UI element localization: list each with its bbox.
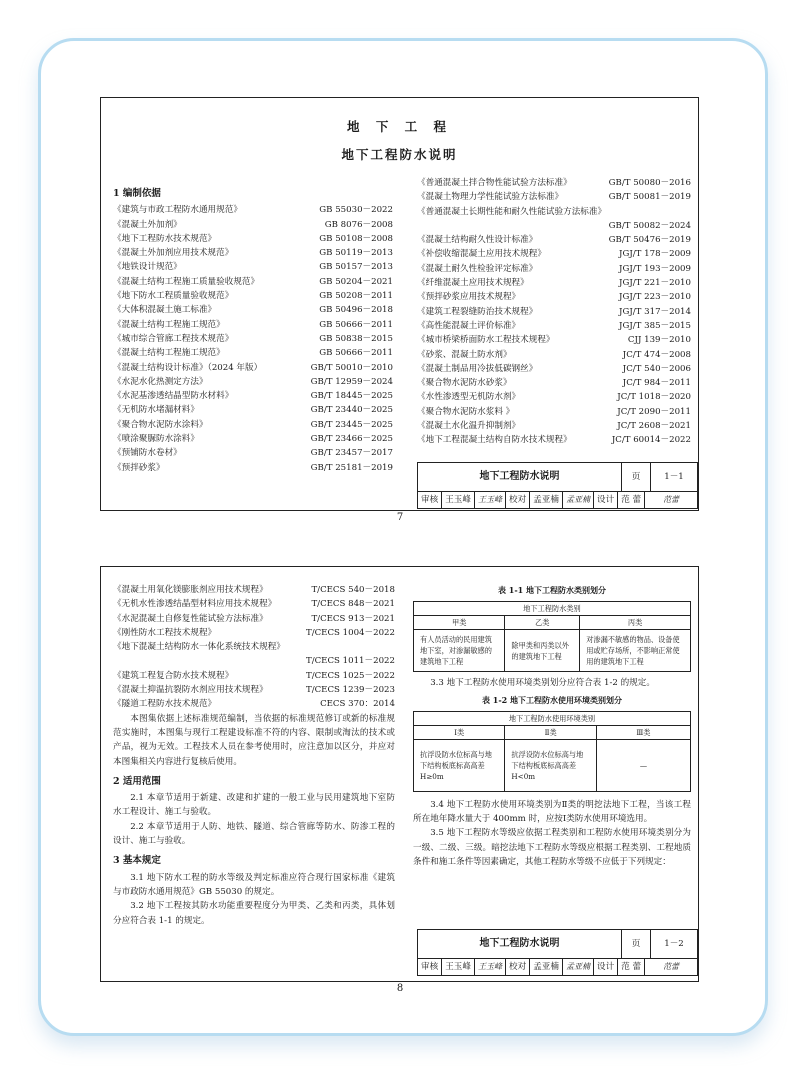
table-1-1 (413, 601, 691, 672)
left-column (113, 184, 393, 475)
table-1-1-cell-c: 对渗漏不敏感的物品、设备使用或贮存场所，不影响正常使用的建筑地下工程 (580, 630, 691, 672)
reference-row (417, 247, 691, 261)
reference-code: JC/T 540－2006 (622, 363, 691, 374)
designer-name: 范 蕾 (618, 492, 645, 508)
table-1-2-caption: 表 1-2 地下工程防水使用环境类别划分 (481, 694, 623, 705)
table-1-2 (413, 711, 691, 792)
reference-row (113, 683, 395, 697)
reference-row (113, 375, 393, 389)
reference-name: 《大体积混凝土施工标准》 (113, 305, 217, 316)
reference-name: 《混凝土制品用冷拔低碳钢丝》 (417, 363, 538, 374)
table-1-2-cell-b: 抗浮设防水位标高与地下结构板底标高高差 H<0m (505, 739, 596, 791)
reference-row (113, 289, 393, 303)
reference-code: JC/T 984－2011 (622, 378, 691, 389)
right-column-2 (413, 581, 691, 869)
checker-name: 孟亚楠 (530, 492, 563, 508)
table-1-1-cell-a: 有人员活动的民用建筑地下室，对渗漏敏感的建筑地下工程 (414, 630, 505, 672)
document-page-1 (100, 97, 699, 511)
reference-name: 《水性渗透型无机防水剂》 (417, 392, 521, 403)
reference-name: 《普通混凝土拌合物性能试验方法标准》 (417, 178, 572, 188)
section-heading-1: 1 编制依据 (113, 188, 161, 199)
reviewer-label: 审核 (418, 492, 442, 508)
reference-code: GB 50119－2013 (319, 248, 393, 259)
reference-name: 《地下工程防水技术规范》 (113, 233, 217, 244)
reference-row (113, 626, 395, 640)
left-column-2 (113, 583, 395, 928)
reference-name: 《混凝土外加剂》 (113, 219, 182, 230)
reference-name: 《无机水性渗透结晶型材料应用技术规程》 (113, 599, 277, 610)
reference-code: GB 50157－2013 (319, 262, 393, 273)
page-title-sub: 地下工程防水说明 (341, 147, 458, 162)
reference-row (113, 203, 393, 217)
reference-list-right (417, 176, 691, 448)
reference-row (113, 232, 393, 246)
reference-code: JGJ/T 221－2010 (619, 278, 691, 289)
reference-name: 《混凝土结构设计标准》（2024 年版） (113, 362, 263, 373)
reference-row (113, 260, 393, 274)
clause-2-1: 2.1 本章节适用于新建、改建和扩建的一般工业与民用建筑地下室防水工程设计、施工与验收。 (113, 793, 395, 818)
table-1-1-header: 地下工程防水类别 (414, 602, 691, 616)
reference-code: GB 50666－2011 (319, 348, 393, 359)
reference-name: 《纤维混凝土应用技术规程》 (417, 278, 529, 289)
reference-name: 《混凝土外加剂应用技术规范》 (113, 248, 234, 259)
reference-row (113, 461, 393, 475)
reference-row (417, 176, 691, 190)
reference-code: GB/T 50082－2024 (608, 220, 691, 231)
reference-name: 《城市桥梁桥面防水工程技术规程》 (417, 335, 555, 346)
table-1-1-caption: 表 1-1 地下工程防水类别划分 (497, 585, 607, 595)
reference-name: 《混凝土结构工程施工规范》 (113, 319, 225, 330)
reference-code: GB 50496－2018 (319, 305, 393, 316)
clause-3-2: 3.2 地下工程按其防水功能重要程度分为甲类、乙类和丙类，具体划分应符合表 1-1 的规定。 (113, 901, 395, 926)
reference-row (113, 418, 393, 432)
reference-code: T/CECS 1239－2023 (305, 685, 395, 696)
reference-name: 《混凝土结构工程施工规范》 (113, 348, 225, 359)
reference-row (113, 583, 395, 597)
reference-name: 《地下工程混凝土结构自防水技术规程》 (417, 435, 572, 446)
reference-name: 《混凝土耐久性检验评定标准》 (417, 263, 538, 274)
reference-name: 《喷涂聚脲防水涂料》 (113, 434, 199, 445)
designer-label: 设计 (594, 492, 618, 508)
reference-code: GB/T 50476－2019 (608, 235, 691, 246)
reference-row (417, 233, 691, 247)
checker-signature: 孟亚楠 (563, 959, 594, 975)
reference-code: GB 50666－2011 (319, 319, 393, 330)
reference-row (417, 319, 691, 333)
reference-code: JGJ/T 223－2010 (619, 292, 691, 303)
page-number-8: 8 (396, 983, 404, 994)
designer-signature: 范蕾 (663, 494, 680, 504)
reference-code: GB/T 25181－2019 (310, 462, 393, 473)
reference-code: T/CECS 913－2021 (311, 613, 395, 624)
right-column (417, 176, 691, 448)
reference-name: 《地下混凝土结构防水一体化系统技术规程》 (113, 642, 285, 653)
reference-row (417, 333, 691, 347)
title-block-page-number: 1－2 (664, 938, 684, 949)
reference-row (113, 432, 393, 446)
reference-row (113, 346, 393, 360)
reference-name: 《混凝土物理力学性能试验方法标准》 (417, 192, 564, 203)
clause-3-3: 3.3 地下工程防水使用环境类别划分应符合表 1-2 的规定。 (430, 678, 655, 689)
reference-row (113, 403, 393, 417)
table-1-1-cell-b: 除甲类和丙类以外的建筑地下工程 (505, 630, 580, 672)
reference-row (113, 669, 395, 683)
reference-code: JGJ/T 178－2009 (619, 249, 691, 260)
designer-name: 范 蕾 (618, 959, 645, 975)
reference-code: CJJ 139－2010 (627, 335, 691, 346)
reference-name: 《建筑工程复合防水技术规程》 (113, 670, 234, 681)
clause-2-2: 2.2 本章节适用于人防、地铁、隧道、综合管廊等防水、防渗工程的设计、施工与验收。 (113, 821, 395, 847)
reference-code: GB 55030－2022 (319, 205, 393, 216)
reference-code: JC/T 474－2008 (622, 349, 691, 360)
reference-name: 《混凝土结构耐久性设计标准》 (417, 235, 538, 246)
reference-name: 《无机防水堵漏材料》 (113, 405, 199, 416)
reference-row (417, 262, 691, 276)
reference-list-left (113, 203, 393, 475)
reference-code: T/CECS 848－2021 (311, 599, 395, 610)
page-title-main: 地 下 工 程 (346, 119, 453, 134)
reference-code: GB 50108－2008 (319, 233, 393, 244)
reference-name: 《普通混凝土长期性能和耐久性能试验方法标准》 (417, 206, 607, 217)
table-1-1-col-a: 甲类 (414, 616, 505, 630)
table-1-2-header: 地下工程防水使用环境类别 (414, 711, 691, 725)
reference-row (417, 190, 691, 204)
reference-row (113, 654, 395, 668)
table-1-2-col-b: Ⅱ类 (505, 725, 596, 739)
reference-code: GB 8076－2008 (324, 219, 393, 230)
table-1-2-col-a: Ⅰ类 (414, 725, 505, 739)
table-1-2-cell-a: 抗浮设防水位标高与地下结构板底标高高差 H≥0m (414, 739, 505, 791)
table-1-1-col-c: 丙类 (580, 616, 691, 630)
reference-code: JC/T 2608－2021 (617, 421, 691, 432)
reference-code: JGJ/T 385－2015 (619, 320, 691, 331)
title-block-title: 地下工程防水说明 (418, 930, 622, 958)
reference-row (417, 390, 691, 404)
reference-code: T/CECS 1011－2022 (305, 656, 395, 667)
reference-row (417, 219, 691, 233)
reference-name: 《建筑与市政工程防水通用规范》 (113, 205, 242, 216)
reference-code: GB 50208－2011 (319, 291, 393, 302)
reference-row (113, 275, 393, 289)
reference-row (417, 405, 691, 419)
reference-code: JC/T 60014－2022 (611, 435, 691, 446)
reference-code: GB/T 50080－2016 (608, 178, 691, 188)
reference-name: 《刚性防水工程技术规程》 (113, 627, 217, 638)
reference-row (113, 597, 395, 611)
reviewer-name: 王玉峰 (442, 492, 475, 508)
reference-row (113, 303, 393, 317)
reference-name: 《聚合物水泥防水浆料 》 (417, 406, 515, 417)
reference-code: JGJ/T 193－2009 (619, 263, 691, 274)
reference-name: 《水泥混凝土自修复性能试验方法标准》 (113, 613, 268, 624)
reviewer-name: 王玉峰 (442, 959, 475, 975)
title-block-2 (417, 929, 698, 976)
reference-code: GB/T 50010－2010 (310, 362, 393, 373)
table-1-2-cell-c: — (596, 739, 690, 791)
reference-name: 《高性能混凝土评价标准》 (417, 320, 521, 331)
reference-name: 《混凝土用氧化镁膨胀剂应用技术规程》 (113, 585, 268, 595)
reference-row (113, 246, 393, 260)
checker-label: 校对 (506, 492, 530, 508)
title-block (417, 462, 698, 509)
section-heading-2: 2 适用范围 (113, 775, 161, 787)
title-block-page-label: 页 (622, 463, 651, 491)
reference-name: 《混凝土水化温升抑制剂》 (417, 421, 521, 432)
section-heading-3: 3 基本规定 (113, 855, 161, 867)
table-1-2-col-c: Ⅲ类 (596, 725, 690, 739)
reference-code: GB/T 50081－2019 (608, 192, 691, 203)
reference-name: 《预铺防水卷材》 (113, 448, 182, 459)
reference-row (113, 318, 393, 332)
reference-code: GB/T 23466－2025 (310, 434, 393, 445)
reference-name: 《预拌砂浆》 (113, 462, 165, 473)
reference-row (417, 290, 691, 304)
clause-3-4: 3.4 地下工程防水使用环境类别为Ⅱ类的明挖法地下工程，当该工程所在地年降水量大于 400mm 时，应按Ⅰ类防水使用环境选用。 (413, 799, 691, 825)
reference-row (113, 389, 393, 403)
reference-row (113, 697, 395, 711)
reviewer-signature: 王玉峰 (475, 492, 506, 508)
reference-name: 《混凝土抑温抗裂防水剂应用技术规程》 (113, 685, 268, 696)
reference-row (113, 612, 395, 626)
reviewer-label: 审核 (418, 959, 442, 975)
reference-name: 《城市综合管廊工程技术规范》 (113, 333, 234, 344)
reference-code: T/CECS 1025－2022 (305, 670, 395, 681)
reference-code: GB/T 23440－2025 (310, 405, 393, 416)
reference-name: 《混凝土结构工程施工质量验收规范》 (113, 276, 260, 287)
designer-signature: 范蕾 (663, 961, 680, 971)
checker-signature: 孟亚楠 (563, 492, 594, 508)
reference-row (417, 276, 691, 290)
reference-code: JGJ/T 317－2014 (619, 306, 691, 317)
reference-name: 《聚合物水泥防水砂浆》 (417, 378, 512, 389)
reference-row (417, 433, 691, 447)
reference-code: CECS 370：2014 (320, 699, 395, 710)
document-page-2 (100, 566, 699, 982)
page-number-7: 7 (396, 512, 404, 523)
reference-code: GB 50204－2021 (319, 276, 393, 287)
table-1-1-col-b: 乙类 (505, 616, 580, 630)
reference-row (113, 332, 393, 346)
reference-name: 《建筑工程裂缝防治技术规程》 (417, 306, 538, 317)
reference-row (113, 361, 393, 375)
reference-code: JC/T 2090－2011 (617, 406, 691, 417)
reference-row (113, 446, 393, 460)
title-block-page-number: 1－1 (664, 471, 684, 482)
reference-code: JC/T 1018－2020 (617, 392, 691, 403)
reference-row (417, 348, 691, 362)
reference-name: 《地下防水工程质量验收规范》 (113, 291, 234, 302)
reference-code: GB/T 12959－2024 (310, 376, 393, 387)
checker-label: 校对 (506, 959, 530, 975)
reference-name: 《水泥基渗透结晶型防水材料》 (113, 391, 234, 402)
intro-paragraph: 本图集依据上述标准规范编制，当依据的标准规范修订或新的标准规范实施时，本图集与现行工程建设标准不符的内容、限制或淘汰的技术或产品，视为无效。工程技术人员在参考使用时，应注意加以区分，并应对本图集相关内容进行复核后使用。 (113, 713, 395, 767)
reference-code: GB/T 18445－2025 (310, 391, 393, 402)
title-block-title: 地下工程防水说明 (418, 463, 622, 491)
reference-name: 《地铁设计规范》 (113, 262, 182, 273)
reference-row (417, 362, 691, 376)
reference-code: GB 50838－2015 (319, 333, 393, 344)
reference-row (417, 305, 691, 319)
reference-row (417, 376, 691, 390)
reference-name: 《预拌砂浆应用技术规程》 (417, 292, 521, 303)
reference-name: 《补偿收缩混凝土应用技术规程》 (417, 249, 546, 260)
checker-name: 孟亚楠 (530, 959, 563, 975)
designer-label: 设计 (594, 959, 618, 975)
clause-3-1: 3.1 地下防水工程的防水等级及判定标准应符合现行国家标准《建筑与市政防水通用规范》GB 55030 的规定。 (113, 872, 395, 897)
reference-name: 《砂浆、混凝土防水剂》 (417, 349, 512, 360)
clause-3-5: 3.5 地下工程防水等级应依据工程类别和工程防水使用环境类别分为一级、二级、三级。暗挖法地下工程防水等级应根据工程类别、工程地质条件和施工条件等因素确定，其他工程防水等级不应低于下列规定： (413, 828, 691, 868)
reference-list-continued (113, 583, 395, 712)
reference-row (113, 218, 393, 232)
reference-row (417, 419, 691, 433)
reference-code: GB/T 23445－2025 (310, 419, 393, 430)
title-block-page-label: 页 (622, 930, 651, 958)
reference-code: GB/T 23457－2017 (310, 448, 393, 459)
reference-name: 《聚合物水泥防水涂料》 (113, 419, 208, 430)
reviewer-signature: 王玉峰 (475, 959, 506, 975)
reference-code: T/CECS 540－2018 (311, 585, 395, 595)
reference-row (417, 205, 691, 219)
reference-name: 《水泥水化热测定方法》 (113, 376, 208, 387)
reference-name: 《隧道工程防水技术规范》 (113, 699, 217, 710)
reference-code: T/CECS 1004－2022 (305, 627, 395, 638)
reference-row (113, 640, 395, 654)
